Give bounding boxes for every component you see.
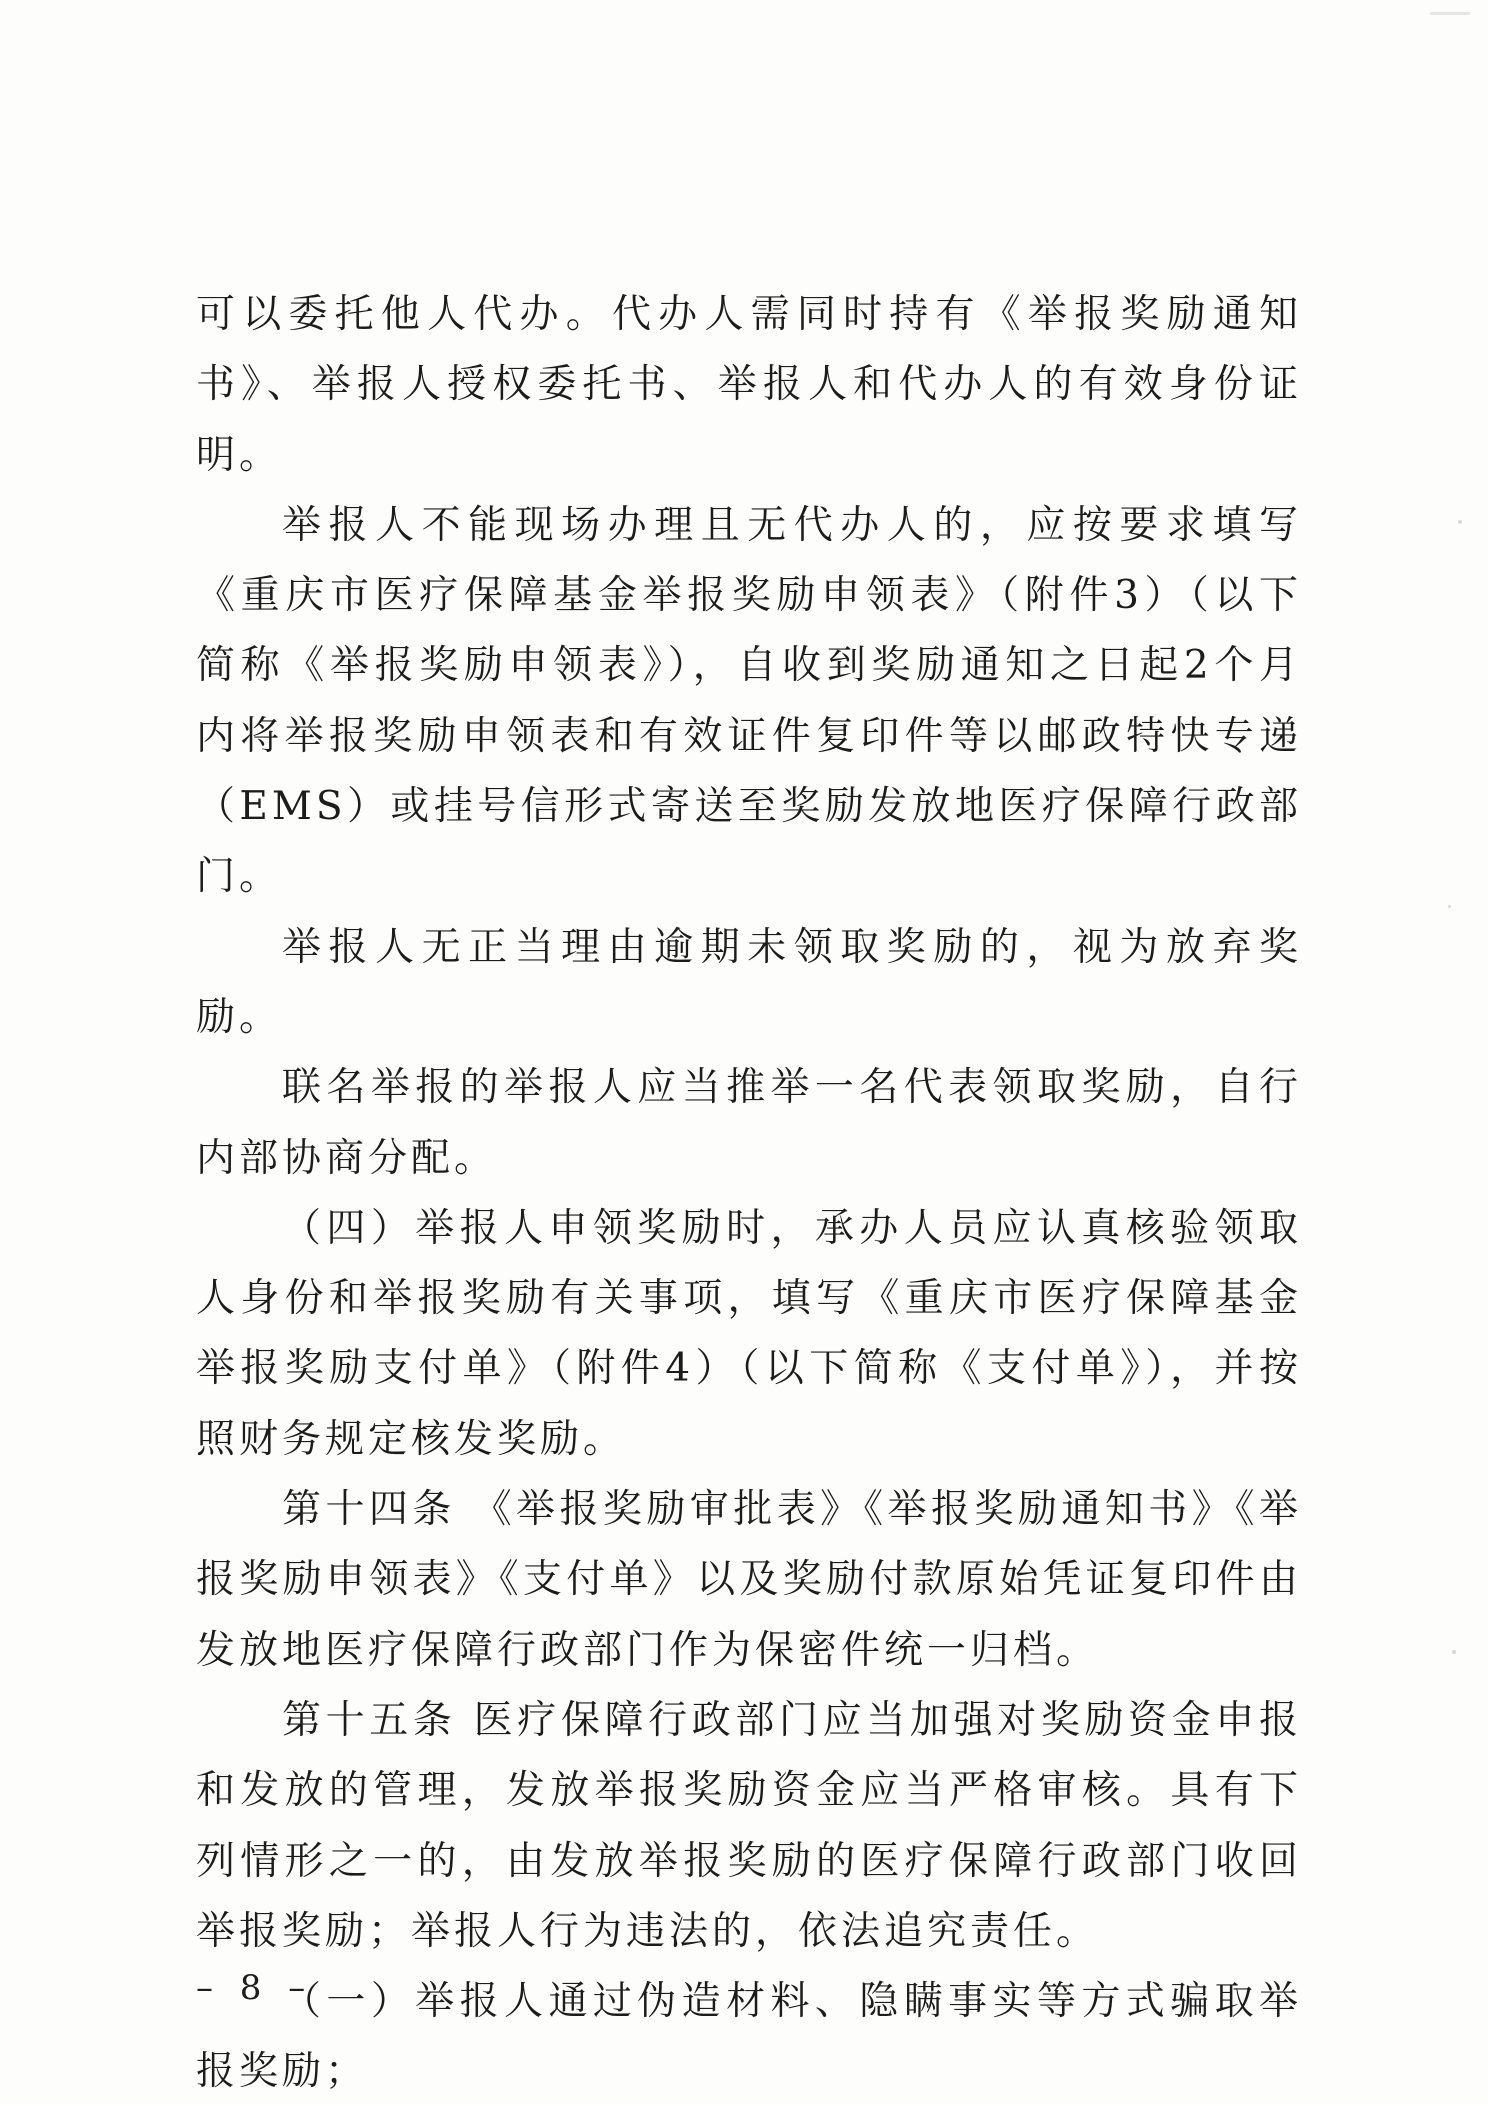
- paragraph-joint-report: 联名举报的举报人应当推举一名代表领取奖励，自行内部协商分配。: [196, 1065, 1302, 1181]
- paragraph-overdue: 举报人无正当理由逾期未领取奖励的，视为放弃奖励。: [196, 924, 1302, 1040]
- page-number: – 8 –: [196, 1968, 314, 2008]
- paragraph-continuation: 可以委托他人代办。代办人需同时持有《举报奖励通知书》、举报人授权委托书、举报人和代办人的有效身份证明。: [196, 292, 1302, 478]
- document-body: [196, 280, 1302, 2108]
- scan-speck: [1430, 12, 1470, 15]
- paragraph-article-14: 第十四条 《举报奖励审批表》《举报奖励通知书》《举报奖励申领表》《支付单》以及奖励付款原始凭证复印件由发放地医疗保障行政部门作为保密件统一归档。: [196, 1487, 1302, 1673]
- scan-speck: [1448, 905, 1451, 908]
- paragraph-item-1: （一）举报人通过伪造材料、隐瞒事实等方式骗取举报奖励；: [196, 1979, 1302, 2095]
- paragraph-article-15: 第十五条 医疗保障行政部门应当加强对奖励资金申报和发放的管理，发放举报奖励资金应当严格审核。具有下列情形之一的，由发放举报奖励的医疗保障行政部门收回举报奖励；举报人行为违法的，依法追究责任。: [196, 1697, 1302, 1954]
- scan-speck: [1452, 1650, 1456, 1654]
- paragraph-item-4: （四）举报人申领奖励时，承办人员应认真核验领取人身份和举报奖励有关事项，填写《重庆市医疗保障基金举报奖励支付单》（附件4）（以下简称《支付单》），并按照财务规定核发奖励。: [196, 1205, 1302, 1462]
- scan-speck: [1458, 520, 1462, 524]
- paragraph-mail-application: 举报人不能现场办理且无代办人的，应按要求填写《重庆市医疗保障基金举报奖励申领表》（附件3）（以下简称《举报奖励申领表》），自收到奖励通知之日起2个月内将举报奖励申领表和有效证件复印件等以邮政特快专递（EMS）或挂号信形式寄送至奖励发放地医疗保障行政部门。: [196, 502, 1302, 900]
